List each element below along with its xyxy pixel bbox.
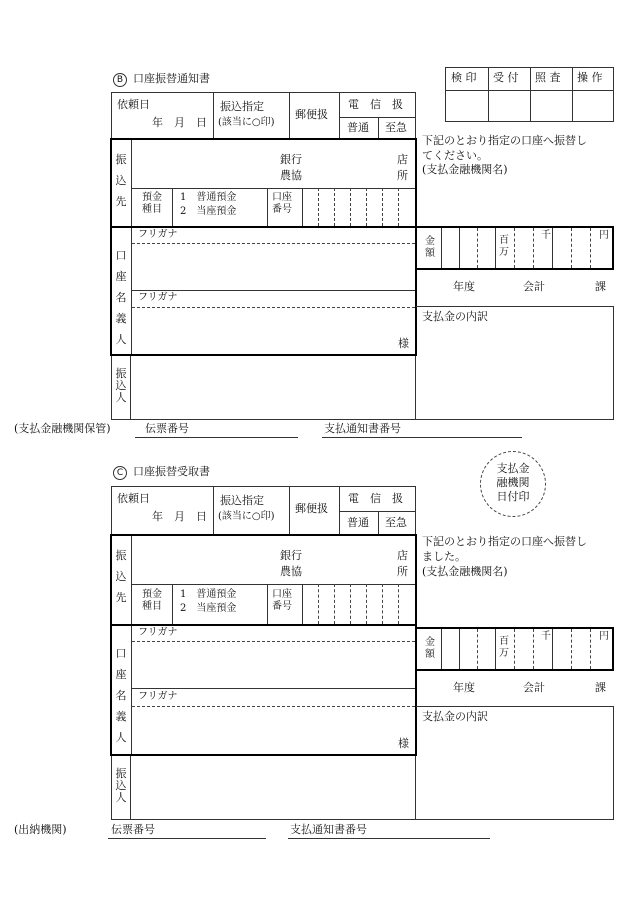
section-label: 課 xyxy=(595,681,606,694)
notice-voucher-label: 伝票番号 xyxy=(145,422,189,435)
approval-stamp-table xyxy=(445,67,614,122)
payment-breakdown-label: 支払金の内訳 xyxy=(422,310,488,323)
payment-breakdown-box xyxy=(416,706,614,820)
furigana-label-1: フリガナ xyxy=(138,627,178,638)
section-marker-b: B xyxy=(113,73,127,87)
stamp-header-operation: 操 作 xyxy=(577,71,603,84)
office-label: 所 xyxy=(397,565,408,578)
branch-label: 店 xyxy=(397,549,408,562)
normal-option[interactable]: 普通 xyxy=(347,121,369,134)
furigana-label-2: フリガナ xyxy=(138,292,178,303)
notice-main-box xyxy=(110,138,417,356)
urgent-option[interactable]: 至急 xyxy=(385,516,407,529)
thousand-unit: 千 xyxy=(541,631,551,642)
account-number-label: 口座 番号 xyxy=(272,589,292,612)
postal-label: 郵便扱 xyxy=(295,108,328,121)
deposit-type-label: 預金 種目 xyxy=(142,192,162,215)
notice-amount-box xyxy=(417,226,614,270)
furigana-label-1: フリガナ xyxy=(138,229,178,240)
receipt-amount-box xyxy=(417,627,614,671)
mark-note: (該当に○印) xyxy=(218,117,275,128)
account-number-label: 口座 番号 xyxy=(272,192,292,215)
fiscal-year-label: 年度 xyxy=(453,280,475,293)
stamp-header-receipt: 受 付 xyxy=(493,71,519,84)
stamp-header-inspection: 検 印 xyxy=(451,71,477,84)
honorific-label: 様 xyxy=(398,737,409,750)
account-holder-label: 口座名義人 xyxy=(115,249,127,346)
stamp-header-check: 照 査 xyxy=(535,71,561,84)
request-date-label: 依頼日 xyxy=(117,98,150,111)
telegraph-label: 電 信 扱 xyxy=(348,492,403,505)
payment-breakdown-label: 支払金の内訳 xyxy=(422,710,488,723)
notice-payer-bank-label: (支払金融機関名) xyxy=(422,163,508,176)
notice-title: 口座振替通知書 xyxy=(133,72,210,85)
transfer-designation-label: 振込指定 xyxy=(220,100,264,113)
deposit-type-label: 預金 種目 xyxy=(142,589,162,612)
agri-coop-label: 農協 xyxy=(280,169,302,182)
office-label: 所 xyxy=(397,169,408,182)
bank-label: 銀行 xyxy=(280,153,302,166)
request-date-label: 依頼日 xyxy=(117,492,150,505)
furigana-label-2: フリガナ xyxy=(138,691,178,702)
postal-label: 郵便扱 xyxy=(295,502,328,515)
agri-coop-label: 農協 xyxy=(280,565,302,578)
amount-label: 金 額 xyxy=(425,236,435,259)
notice-header-row xyxy=(111,92,416,138)
transfer-designation-label: 振込指定 xyxy=(220,494,264,507)
transferee-label: 振込先 xyxy=(115,153,127,208)
account-holder-name-field[interactable] xyxy=(132,642,415,687)
notice-custody-label: (支払金融機関保管) xyxy=(14,422,111,435)
million-unit: 百 万 xyxy=(499,235,509,258)
yen-unit: 円 xyxy=(599,631,609,642)
mark-note: (該当に○印) xyxy=(218,511,275,522)
receipt-header-row xyxy=(111,486,416,534)
telegraph-label: 電 信 扱 xyxy=(348,98,403,111)
receipt-title: 口座振替受取書 xyxy=(133,465,210,478)
request-date-ymd: 年 月 日 xyxy=(152,116,207,129)
deposit-option-1[interactable]: 1 普通預金 xyxy=(180,192,237,203)
account-holder-label: 口座名義人 xyxy=(115,647,127,744)
transferor-label: 振込人 xyxy=(115,767,127,805)
million-unit: 百 万 xyxy=(499,636,509,659)
transferor-label: 振込人 xyxy=(115,367,127,405)
receipt-payer-bank-label: (支払金融機関名) xyxy=(422,565,508,578)
receipt-voucher-label: 伝票番号 xyxy=(111,823,155,836)
notice-instruction: 下記のとおり指定の口座へ振替し てください。 xyxy=(422,134,587,162)
deposit-option-2[interactable]: 2 当座預金 xyxy=(180,603,237,614)
deposit-option-2[interactable]: 2 当座預金 xyxy=(180,206,237,217)
branch-label: 店 xyxy=(397,153,408,166)
transferor-box xyxy=(111,756,416,820)
honorific-label: 様 xyxy=(398,337,409,350)
account-type-label: 会計 xyxy=(523,681,545,694)
transferor-box xyxy=(111,356,416,420)
account-type-label: 会計 xyxy=(523,280,545,293)
transferee-label: 振込先 xyxy=(115,549,127,604)
amount-label: 金 額 xyxy=(425,637,435,660)
receipt-payment-number-label: 支払通知書番号 xyxy=(290,823,367,836)
receipt-custody-label: (出納機関) xyxy=(14,823,67,836)
fiscal-year-label: 年度 xyxy=(453,681,475,694)
account-holder-name-field[interactable] xyxy=(132,244,415,289)
bank-label: 銀行 xyxy=(280,549,302,562)
section-label: 課 xyxy=(595,280,606,293)
bank-date-stamp-circle: 支払金 融機関 日付印 xyxy=(480,451,546,517)
receipt-main-box xyxy=(110,534,417,756)
receipt-instruction: 下記のとおり指定の口座へ振替し ました。 xyxy=(422,535,587,563)
normal-option[interactable]: 普通 xyxy=(347,516,369,529)
payment-breakdown-box xyxy=(416,306,614,420)
yen-unit: 円 xyxy=(599,230,609,241)
section-marker-c: C xyxy=(113,466,127,480)
urgent-option[interactable]: 至急 xyxy=(385,121,407,134)
notice-payment-number-label: 支払通知書番号 xyxy=(324,422,401,435)
request-date-ymd: 年 月 日 xyxy=(152,510,207,523)
deposit-option-1[interactable]: 1 普通預金 xyxy=(180,589,237,600)
thousand-unit: 千 xyxy=(541,230,551,241)
